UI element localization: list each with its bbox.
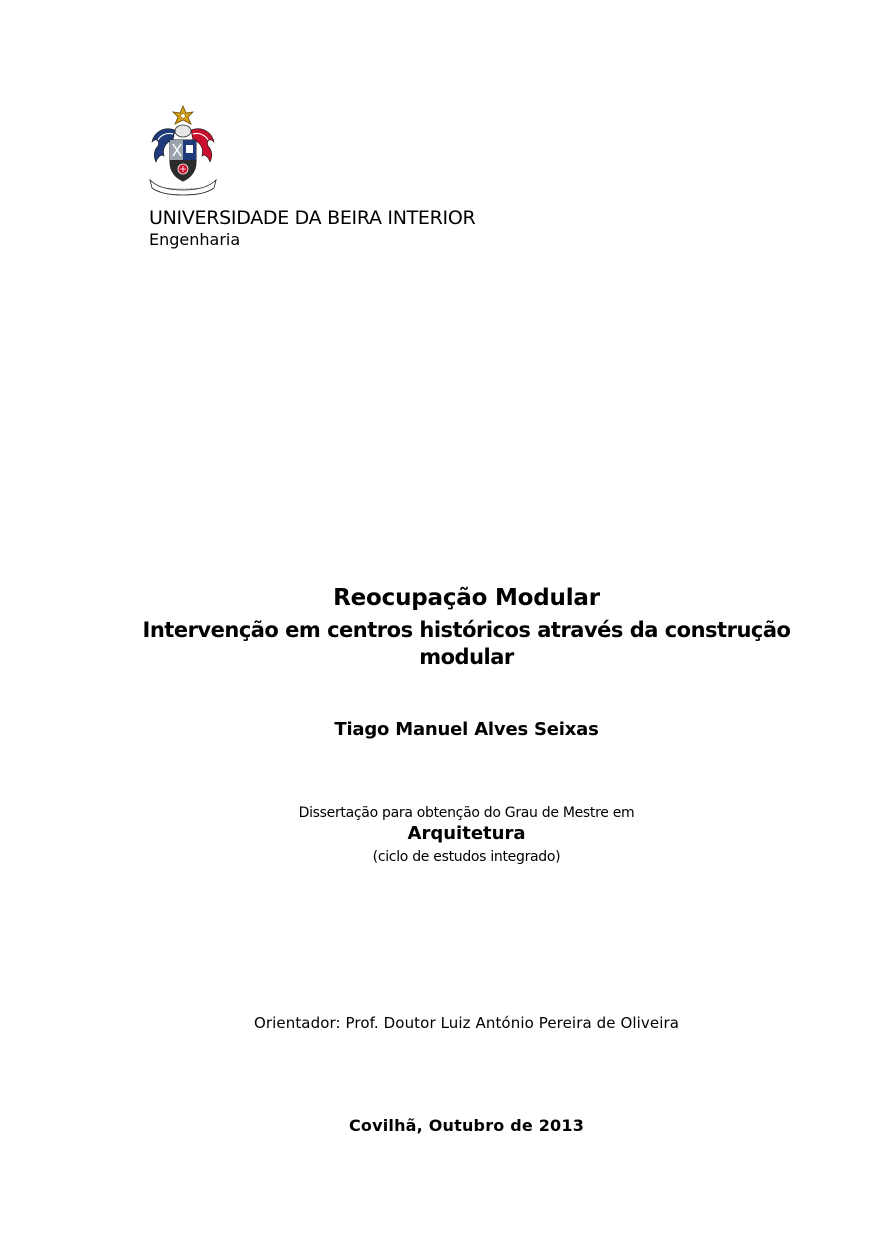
degree-field: Arquitetura [407,823,526,844]
author-name: Tiago Manuel Alves Seixas [334,719,599,740]
star-icon [173,106,193,124]
faculty-name: Engenharia [149,230,241,249]
university-name: UNIVERSIDADE DA BEIRA INTERIOR [149,207,476,229]
thesis-subtitle-line-1: Intervenção em centros históricos através da construção [142,618,791,642]
thesis-subtitle-line-2: modular [419,645,514,669]
degree-note: (ciclo de estudos integrado) [372,849,561,865]
university-coat-of-arms-icon [146,104,220,196]
advisor-line: Orientador: Prof. Doutor Luiz António Pereira de Oliveira [253,1014,680,1032]
degree-statement: Dissertação para obtenção do Grau de Mestre em [298,805,635,821]
thesis-title: Reocupação Modular [333,585,600,611]
place-and-date: Covilhã, Outubro de 2013 [348,1116,585,1135]
